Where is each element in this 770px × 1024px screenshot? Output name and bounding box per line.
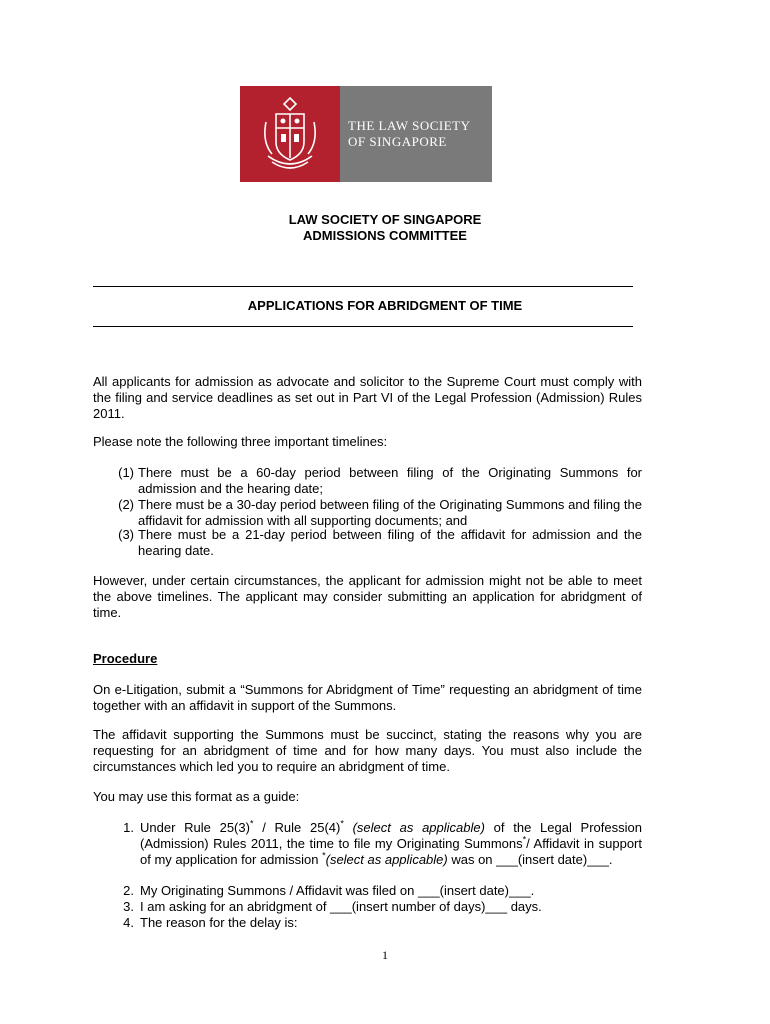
format-number: 3. <box>123 899 134 914</box>
format-text-part: of the Legal Profession (Admission) Rules 2011, the time to file my Originating Summons <box>140 820 642 851</box>
procedure-paragraph-2: The affidavit supporting the Summons must be succinct, stating the reasons why you are requesting for an abridgment of time and for how many days. You must also include the circumstances which led you to require an abridgment of time. <box>93 727 642 774</box>
logo-line-2: OF SINGAPORE <box>348 134 447 149</box>
format-number: 4. <box>123 915 134 930</box>
crest-panel <box>240 86 340 182</box>
timeline-item <box>93 497 642 529</box>
format-text: My Originating Summons / Affidavit was filed on ___(insert date)___. <box>140 883 535 898</box>
timeline-item <box>93 465 642 497</box>
document-title: APPLICATIONS FOR ABRIDGMENT OF TIME <box>247 298 523 313</box>
timeline-item <box>93 527 642 559</box>
format-number: 2. <box>123 883 134 898</box>
format-text-part: was on ___(insert date)___. <box>447 852 613 867</box>
format-item-4 <box>93 915 642 931</box>
org-heading: LAW SOCIETY OF SINGAPORE <box>288 212 482 227</box>
select-note: (select as applicable) <box>352 820 485 835</box>
bottom-divider <box>93 326 633 327</box>
format-text: I am asking for an abridgment of ___(insert number of days)___ days. <box>140 899 542 914</box>
format-number: 1. <box>123 820 134 835</box>
format-item-1 <box>93 820 642 868</box>
format-item-2 <box>93 883 642 899</box>
format-text-part: / Rule 25(4) <box>253 820 341 835</box>
format-text-part <box>344 820 353 835</box>
timeline-number: (3) <box>118 527 134 542</box>
logo-line-1: THE LAW SOCIETY <box>348 118 471 133</box>
select-note: (select as applicable) <box>325 852 448 867</box>
procedure-heading: Procedure <box>93 651 158 666</box>
page-number: 1 <box>382 948 388 962</box>
timeline-number: (1) <box>118 465 134 480</box>
law-society-logo <box>240 86 492 182</box>
format-text <box>140 820 642 868</box>
asterisk: * <box>249 818 254 829</box>
asterisk: * <box>340 818 344 829</box>
format-text: The reason for the delay is: <box>140 915 298 930</box>
timeline-number: (2) <box>118 497 134 512</box>
intro-paragraph: All applicants for admission as advocate and solicitor to the Supreme Court must comply with the filing and service deadlines as set out in Part VI of the Legal Profession (Admission) Rules 2011. <box>93 374 642 421</box>
format-text-part: / Affidavit in support of my application for admission <box>140 836 643 867</box>
asterisk: * <box>322 850 326 861</box>
timelines-intro: Please note the following three important timelines: <box>93 434 388 449</box>
logo-text-panel <box>340 86 492 182</box>
crest-icon <box>254 92 326 176</box>
top-divider <box>93 286 633 287</box>
however-paragraph: However, under certain circumstances, the applicant for admission might not be able to meet the above timelines. The applicant may consider submitting an application for abridgment of time. <box>93 573 642 620</box>
committee-heading: ADMISSIONS COMMITTEE <box>303 228 467 243</box>
timeline-text: There must be a 21-day period between filing of the affidavit for admission and the hearing date. <box>138 527 642 558</box>
timeline-text: There must be a 30-day period between filing of the Originating Summons and filing the affidavit for admission with all supporting documents; and <box>138 497 642 528</box>
format-intro: You may use this format as a guide: <box>93 789 300 804</box>
format-item-3 <box>93 899 642 915</box>
asterisk: * <box>522 834 527 845</box>
format-text-part: Under Rule 25(3) <box>140 820 250 835</box>
timeline-text: There must be a 60-day period between filing of the Originating Summons for admission and the hearing date; <box>138 465 642 496</box>
procedure-paragraph-1: On e-Litigation, submit a “Summons for Abridgment of Time” requesting an abridgment of time together with an affidavit in support of the Summons. <box>93 682 642 713</box>
